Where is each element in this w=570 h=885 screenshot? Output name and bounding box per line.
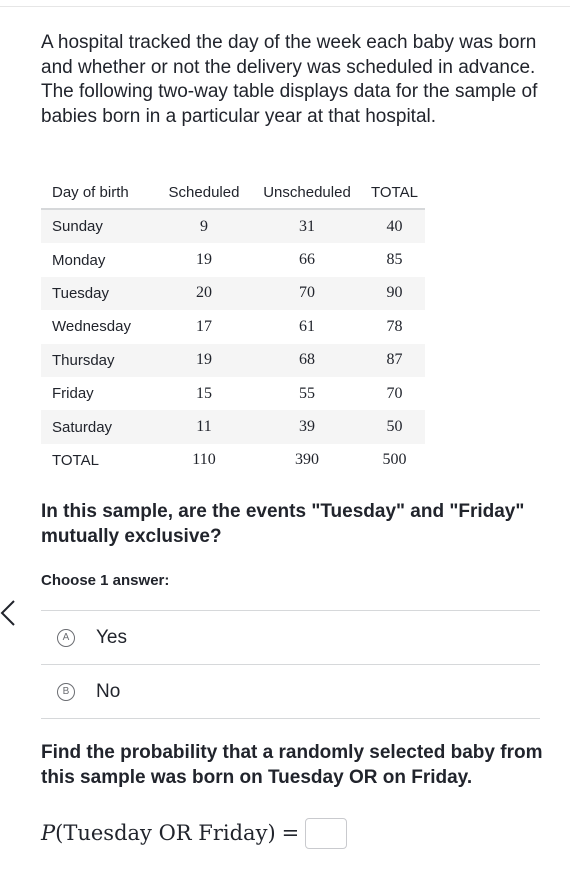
table-cell: Monday — [52, 251, 106, 269]
choice-letter-badge: B — [57, 683, 75, 701]
choice-letter-badge: A — [57, 629, 75, 647]
table-cell: Friday — [52, 385, 94, 403]
column-header: Scheduled — [158, 176, 250, 209]
choose-label: Choose 1 answer: — [41, 572, 170, 589]
table-cell: Sunday — [52, 218, 103, 236]
table-cell: Thursday — [52, 351, 115, 369]
table-cell: 70 — [299, 284, 315, 302]
table-cell: Saturday — [52, 418, 113, 436]
table-header-row — [41, 176, 425, 209]
table-cell: Tuesday — [52, 284, 109, 302]
column-header: TOTAL — [364, 176, 425, 209]
table-row — [41, 410, 425, 443]
equals-sign: = — [281, 821, 300, 845]
event-text: Tuesday OR Friday — [63, 821, 268, 845]
table-cell: 85 — [386, 251, 403, 269]
table-cell: 19 — [196, 351, 212, 369]
table-cell: 110 — [192, 451, 216, 469]
chevron-left-icon[interactable] — [0, 598, 22, 628]
table-cell: 31 — [299, 217, 315, 235]
column-header: Unscheduled — [250, 176, 364, 209]
choice-no[interactable] — [41, 665, 540, 719]
table-row — [41, 209, 425, 243]
problem-intro: A hospital tracked the day of the week each baby was born and whether or not the delivery was scheduled in advance. The following two-way table displays data for the sample of babies born in a particular year at that hospital. — [41, 32, 538, 127]
table-cell: 40 — [386, 217, 403, 235]
table-row — [41, 377, 425, 410]
choice-label: Yes — [96, 626, 127, 648]
answer-choices — [41, 610, 540, 719]
table-row — [41, 277, 425, 310]
table-cell: 55 — [299, 384, 315, 402]
open-paren: ( — [55, 821, 64, 845]
table-cell: 61 — [299, 317, 315, 335]
column-header: Day of birth — [41, 176, 158, 209]
table-cell: 17 — [196, 317, 212, 335]
close-paren: ) — [267, 821, 276, 845]
answer-input[interactable] — [305, 818, 347, 849]
table-cell: 390 — [295, 451, 319, 469]
table-cell: 20 — [196, 284, 212, 302]
table-cell: 9 — [200, 217, 208, 235]
table-row — [41, 344, 425, 377]
table-cell: 19 — [196, 251, 212, 269]
table-total-row — [41, 444, 425, 477]
table-cell: 15 — [196, 384, 212, 402]
probability-equation — [41, 816, 347, 850]
choice-yes[interactable] — [41, 611, 540, 665]
table-cell: 70 — [386, 384, 403, 402]
two-way-table — [41, 176, 425, 477]
table-cell: Wednesday — [52, 318, 131, 336]
table-cell: 90 — [386, 284, 403, 302]
choice-label: No — [96, 680, 121, 702]
question-probability: Find the probability that a randomly selected baby from this sample was born on Tuesday OR on Friday. — [41, 742, 543, 788]
table-cell: 68 — [299, 351, 315, 369]
table-cell: 11 — [196, 418, 212, 436]
table-row — [41, 243, 425, 276]
table-cell: 87 — [386, 351, 403, 369]
table-cell: 66 — [299, 251, 315, 269]
table-row — [41, 310, 425, 343]
table-cell: 500 — [382, 451, 407, 469]
table-cell: 39 — [299, 418, 315, 436]
table-cell: TOTAL — [52, 451, 99, 469]
top-divider — [0, 6, 570, 7]
table-cell: 78 — [386, 317, 403, 335]
table-cell: 50 — [386, 418, 403, 436]
question-mutually-exclusive: In this sample, are the events "Tuesday" and "Friday" mutually exclusive? — [41, 501, 525, 547]
probability-symbol: P — [41, 821, 56, 845]
